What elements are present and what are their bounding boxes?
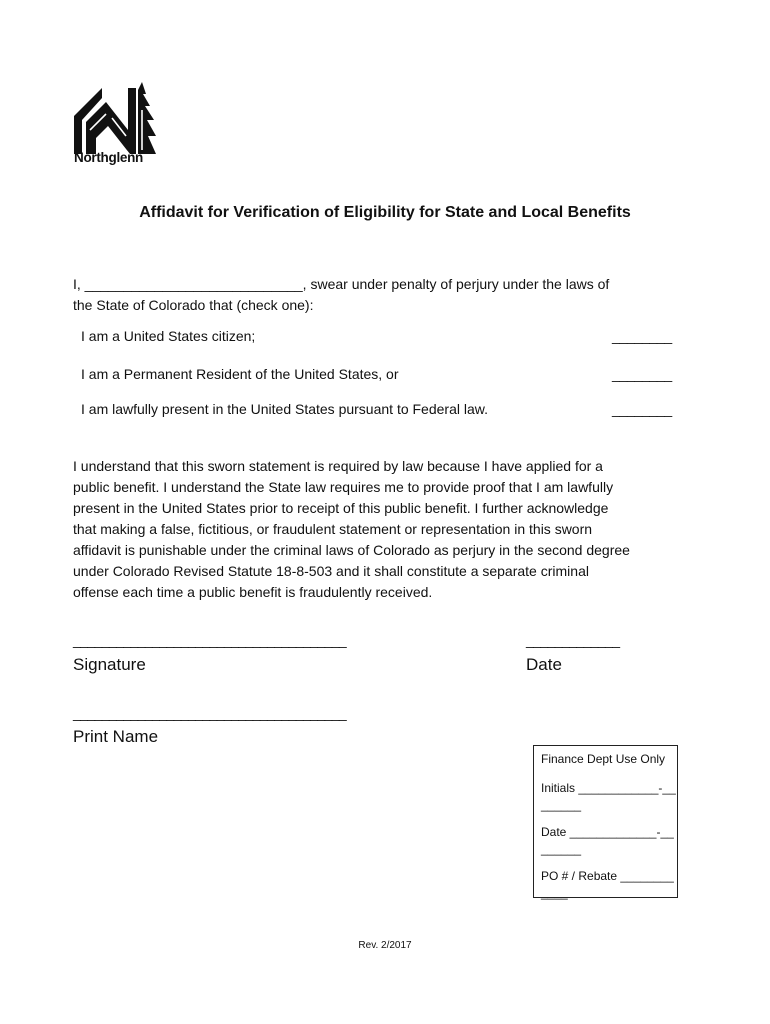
page-title: Affidavit for Verification of Eligibility for State and Local Benefits [139, 204, 631, 221]
date-line[interactable]: _____________ [526, 632, 620, 648]
oath-line-1: I, ____________________________, swear under penalty of perjury under the laws of [73, 276, 610, 292]
print-name-label: Print Name [73, 727, 159, 746]
acknowledgement-paragraph: I understand that this sworn statement is required by law because I have applied for a public benefit. I understand the State law requires me to provide proof that I am lawfully present in the United States prior to receipt of this public benefit. I further acknowledge that making a false, fictitious, or fraudulent statement or representation in this sworn affidavit is punishable under the criminal laws of Colorado as perjury in the second degree under Colorado Revised Statute 18-8-503 and it shall constitute a separate criminal offense each time a public benefit is fraudulently received. [73, 458, 630, 600]
option-lawfully-present-checkline[interactable]: ________ [612, 401, 672, 417]
oath-line-2: the State of Colorado that (check one): [73, 297, 314, 313]
signature-label: Signature [73, 655, 146, 674]
date-label: Date [526, 655, 562, 674]
option-permanent-resident-checkline[interactable]: ________ [612, 366, 672, 382]
finance-po-rebate-field[interactable]: PO # / Rebate ____________ [541, 869, 674, 900]
option-permanent-resident-label: I am a Permanent Resident of the United States, or [81, 366, 399, 382]
option-lawfully-present-label: I am lawfully present in the United States pursuant to Federal law. [81, 401, 488, 417]
oath-statement [73, 274, 683, 316]
option-citizen-checkline[interactable]: ________ [612, 328, 672, 344]
finance-initials-field[interactable]: Initials ____________-________ [541, 781, 676, 812]
option-citizen-label: I am a United States citizen; [81, 328, 256, 344]
logo-wordmark: Northglenn [74, 150, 143, 165]
finance-dept-box [533, 745, 678, 898]
finance-date-field[interactable]: Date _____________-________ [541, 825, 674, 856]
finance-heading: Finance Dept Use Only [541, 752, 666, 766]
revision-note: Rev. 2/2017 [358, 940, 412, 951]
signature-line[interactable]: ______________________________________ [73, 632, 347, 648]
print-name-line[interactable]: ______________________________________ [73, 705, 347, 721]
